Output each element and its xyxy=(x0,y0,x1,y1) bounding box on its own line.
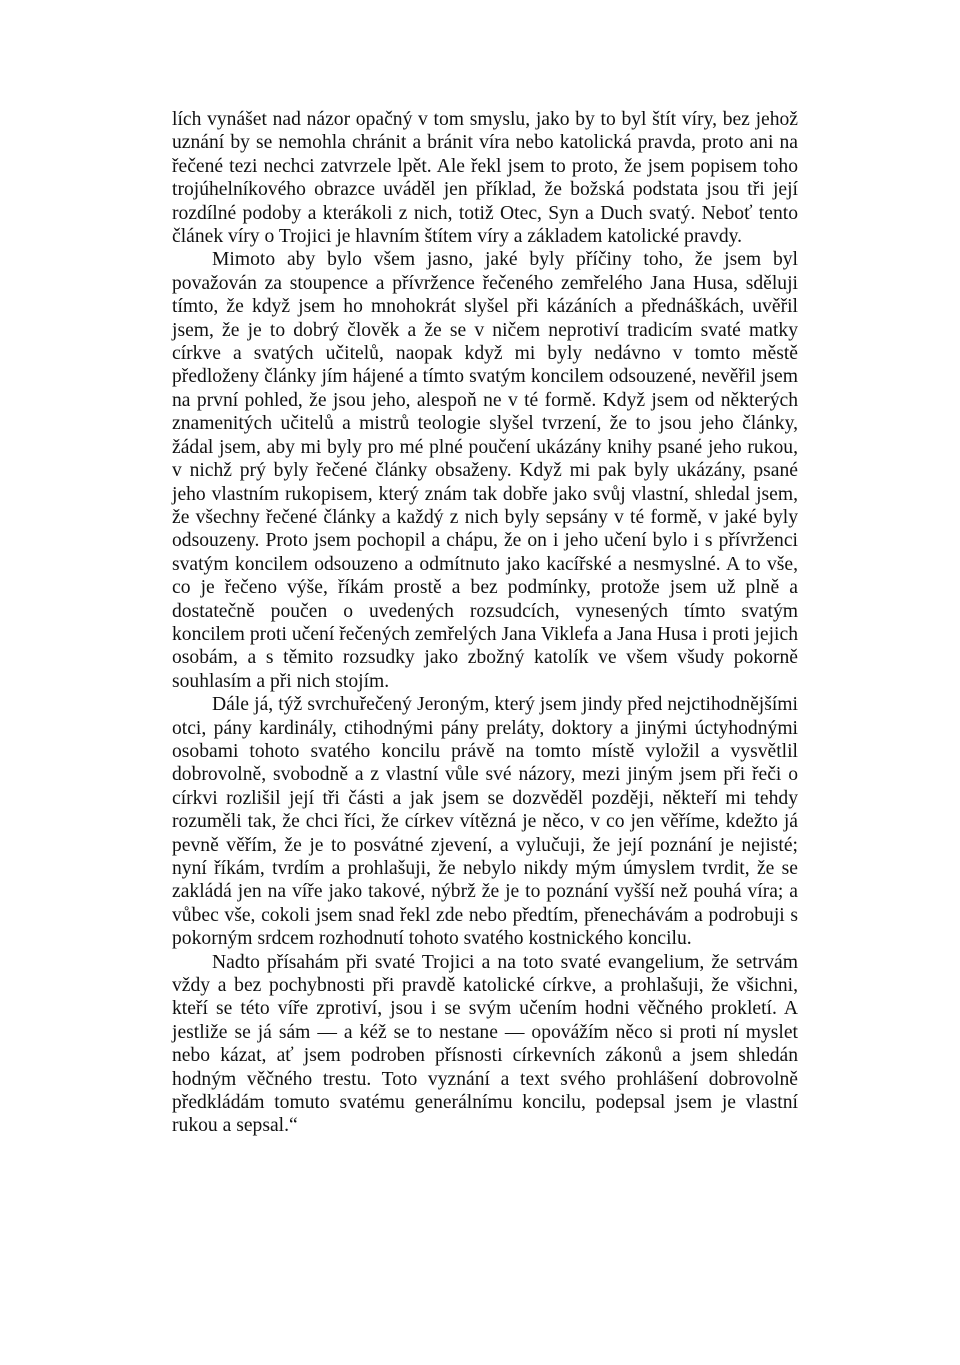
paragraph: Nadto přísahám při svaté Trojici a na toto svaté evangelium, že setrvám vždy a bez pochybnosti při pravdě katolické církve, a prohlašuji, že všichni, kteří se této víře zprotiví, jsou i se svým učením hodni věčného prokletí. A jestliže se já sám — a kéž se to nestane — opovážím něco si proti ní myslet nebo kázat, ať jsem podroben přísnosti církevních zákonů a jsem shledán hodným věčného trestu. Toto vyznání a text svého prohlášení dobrovolně předkládám tomuto svatému generálnímu koncilu, podepsal jsem je vlastní rukou a sepsal.“ xyxy=(172,951,798,1137)
paragraph: Dále já, týž svrchuřečený Jeroným, který jsem jindy před nejctihodnějšími otci, pány kardinály, ctihodnými pány preláty, doktory a jinými úctyhodnými osobami tohoto svatého koncilu právě na tomto místě vyložil a vysvětlil dobrovolně, svobodně a z vlastní vůle své názory, mezi jiným jsem při řeči o církvi rozlišil její tři části a jak jsem se dozvěděl později, někteří mi tehdy rozuměli tak, že chci říci, že církev vítězná je něco, v co jen věříme, kdežto já pevně věřím, že je to posvátné zjevení, a vylučuji, že její poznání je nejisté; nyní říkám, tvrdím a prohlašuji, že nebylo nikdy mým úmyslem tvrdit, že se zakládá jen na víře jako takové, nýbrž že je to poznání vyšší než pouhá víra; a vůbec vše, cokoli jsem snad řekl zde nebo předtím, přenechávám a podrobuji s pokorným srdcem rozhodnutí tohoto svatého kostnického koncilu. xyxy=(172,694,798,950)
paragraph: Mimoto aby bylo všem jasno, jaké byly příčiny toho, že jsem byl považován za stoupence a přívržence řečeného zemřelého Jana Husa, sděluji tímto, že když jsem ho mnohokrát slyšel při kázáních a přednáškách, uvěřil jsem, že je to dobrý člověk a že se v ničem neprotiví tradicím svaté matky církve a svatých učitelů, naopak když mi byly nedávno v tomto městě předloženy články jím hájené a tímto svatým koncilem odsouzené, nevěřil jsem na první pohled, že jsou jeho, alespoň ne v té formě. Když jsem od některých znamenitých učitelů a mistrů teologie slyšel tvrzení, že to jsou jeho články, žádal jsem, aby mi byly pro mé plné poučení ukázány knihy psané jeho rukou, v nichž prý byly řečené články obsaženy. Když mi pak byly ukázány, psané jeho vlastním rukopisem, který znám tak dobře jako svůj vlastní, shledal jsem, že všechny řečené články a každý z nich byly sepsány v té formě, v jaké byly odsouzeny. Proto jsem pochopil a chápu, že on i jeho učení bylo i s přívrženci svatým koncilem odsouzeno a odmítnuto jako kacířské a nesmyslné. A to vše, co je řečeno výše, říkám prostě a bez podmínky, protože jsem už plně a dostatečně poučen o uvedených rozsudcích, vynesených tímto svatým koncilem proti učení řečených zemřelých Jana Viklefa a Jana Husa i proti jejich osobám, a s těmito rozsudky jako zbožný katolík ve všem všudy pokorně souhlasím a při nich stojím. xyxy=(172,249,798,692)
page-body xyxy=(172,108,798,1138)
paragraph-continued: lích vynášet nad názor opačný v tom smyslu, jako by to byl štít víry, bez jehož uznání by se nemohla chránit a bránit víra nebo katolická pravda, proto ani na řečené tezi nechci zatvrzele lpět. Ale řekl jsem to proto, že jsem popisem toho trojúhelníkového obrazce uváděl jen příklad, že božská podstata jsou tři její rozdílné podoby a kterákoli z nich, totiž Otec, Syn a Duch svatý. Neboť tento článek víry o Trojici je hlavním štítem víry a základem katolické pravdy. xyxy=(172,109,798,248)
